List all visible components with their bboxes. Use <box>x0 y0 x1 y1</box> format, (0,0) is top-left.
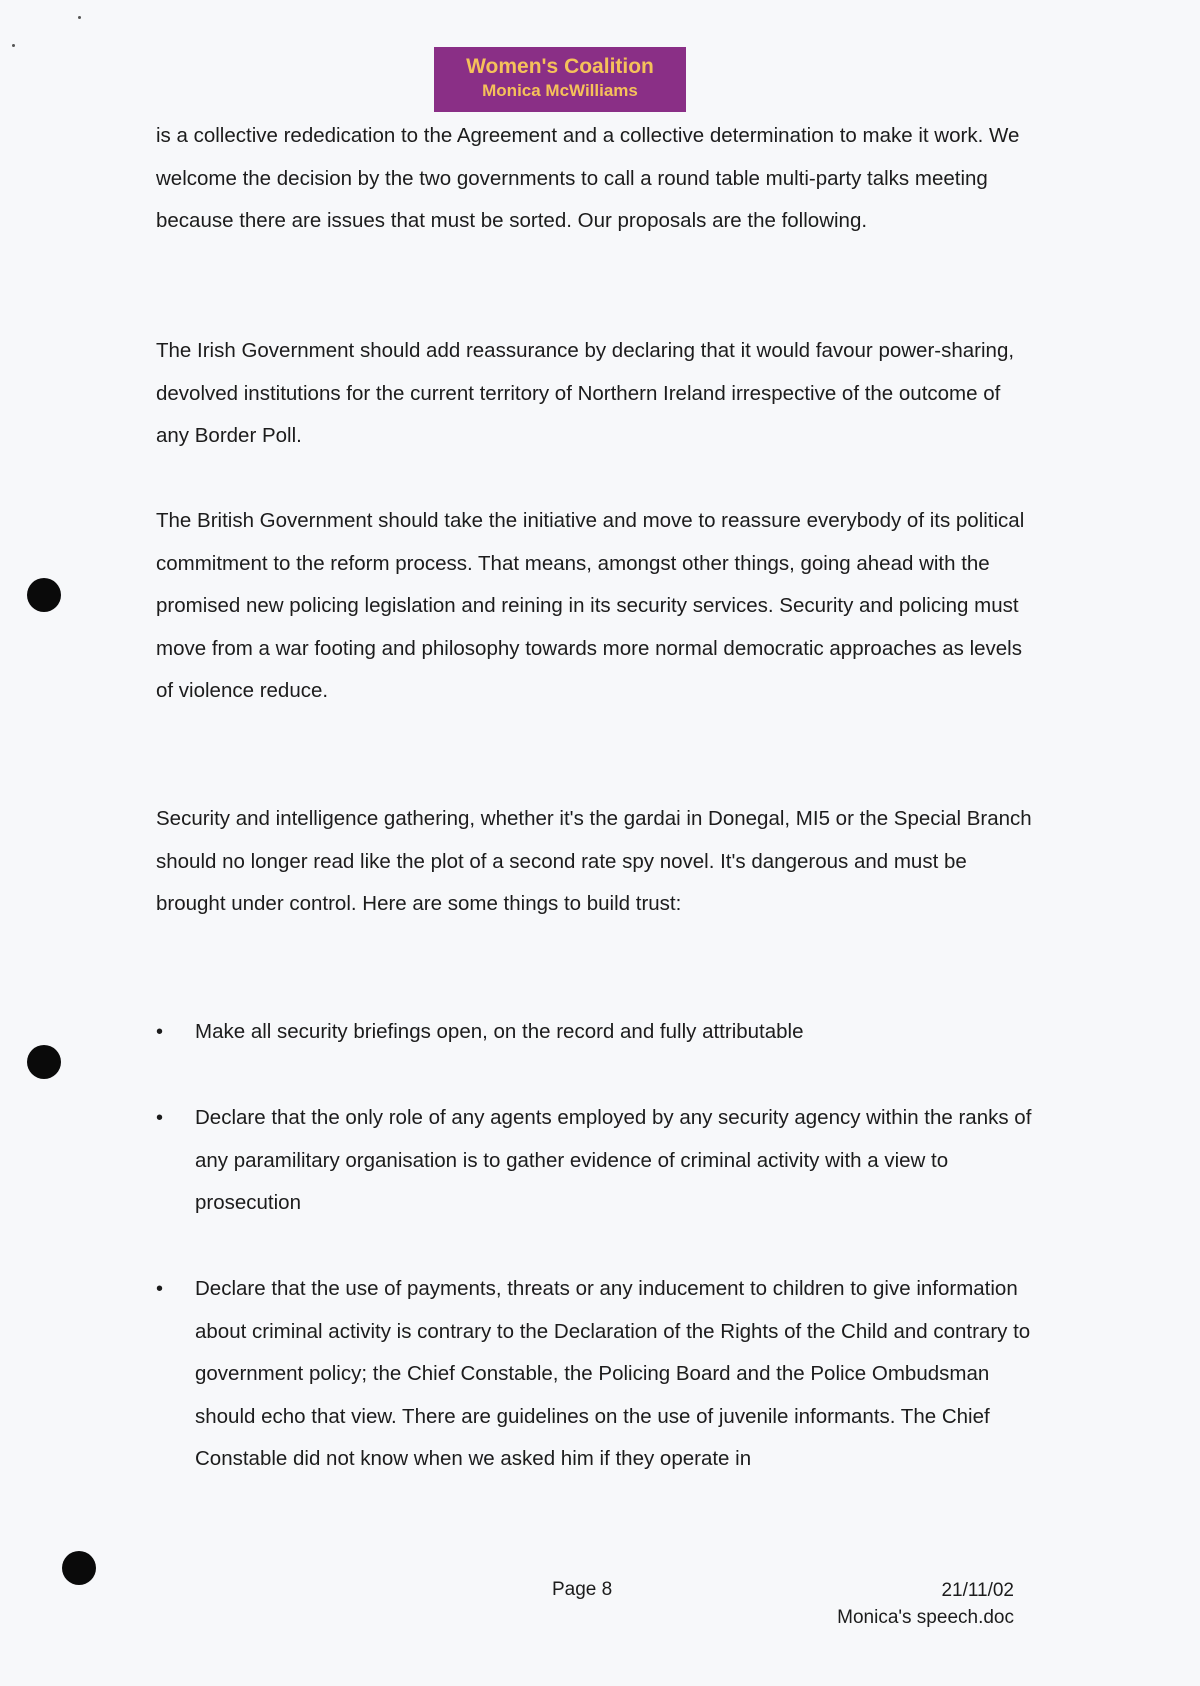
letterhead-banner <box>434 47 686 112</box>
footer-filename: Monica's speech.doc <box>837 1607 1014 1628</box>
footer-page-number: Page 8 <box>552 1579 613 1600</box>
list-item-text: Declare that the use of payments, threats or any inducement to children to give information about criminal activity is contrary to the Declaration of the Rights of the Child and contrary to government policy; the Chief Constable, the Policing Board and the Police Ombudsman should echo that view. There are guidelines on the use of juvenile informants. The Chief Constable did not know when we asked him if they operate in <box>195 1277 1031 1470</box>
scan-speck <box>12 44 15 47</box>
punch-hole <box>62 1551 96 1585</box>
punch-hole <box>27 578 61 612</box>
footer-meta <box>837 1577 1014 1631</box>
paragraph-continuation: is a collective rededication to the Agreement and a collective determination to make it work. We welcome the decision by the two governments to call a round table multi-party talks meeting because there are issues that must be sorted. Our proposals are the following. <box>156 124 1020 232</box>
paragraph-irish-government: The Irish Government should add reassurance by declaring that it would favour power-sharing, devolved institutions for the current territory of Northern Ireland irrespective of the outcome of any Border Poll. <box>156 339 1015 447</box>
scan-speck <box>78 16 81 19</box>
footer-date: 21/11/02 <box>941 1580 1014 1601</box>
list-item-text: Declare that the only role of any agents employed by any security agency within the ranks of any paramilitary organisation is to gather evidence of criminal activity with a view to prosecution <box>195 1106 1032 1214</box>
paragraph-security-intelligence: Security and intelligence gathering, whether it's the gardai in Donegal, MI5 or the Special Branch should no longer read like the plot of a second rate spy novel. It's dangerous and must be brought under control. Here are some things to build trust: <box>156 807 1032 915</box>
punch-hole <box>27 1045 61 1079</box>
bullet-icon: • <box>156 1107 164 1129</box>
bullet-icon: • <box>156 1021 164 1043</box>
bullet-icon: • <box>156 1278 164 1300</box>
list-item-text: Make all security briefings open, on the record and fully attributable <box>195 1020 804 1043</box>
paragraph-british-government: The British Government should take the initiative and move to reassure everybody of its political commitment to the reform process. That means, amongst other things, going ahead with the promised new policing legislation and reining in its security services. Security and policing must move from a war footing and philosophy towards more normal democratic approaches as levels of violence reduce. <box>156 509 1025 702</box>
letterhead-subtitle: Monica McWilliams <box>482 81 638 100</box>
letterhead-title: Women's Coalition <box>466 55 654 78</box>
